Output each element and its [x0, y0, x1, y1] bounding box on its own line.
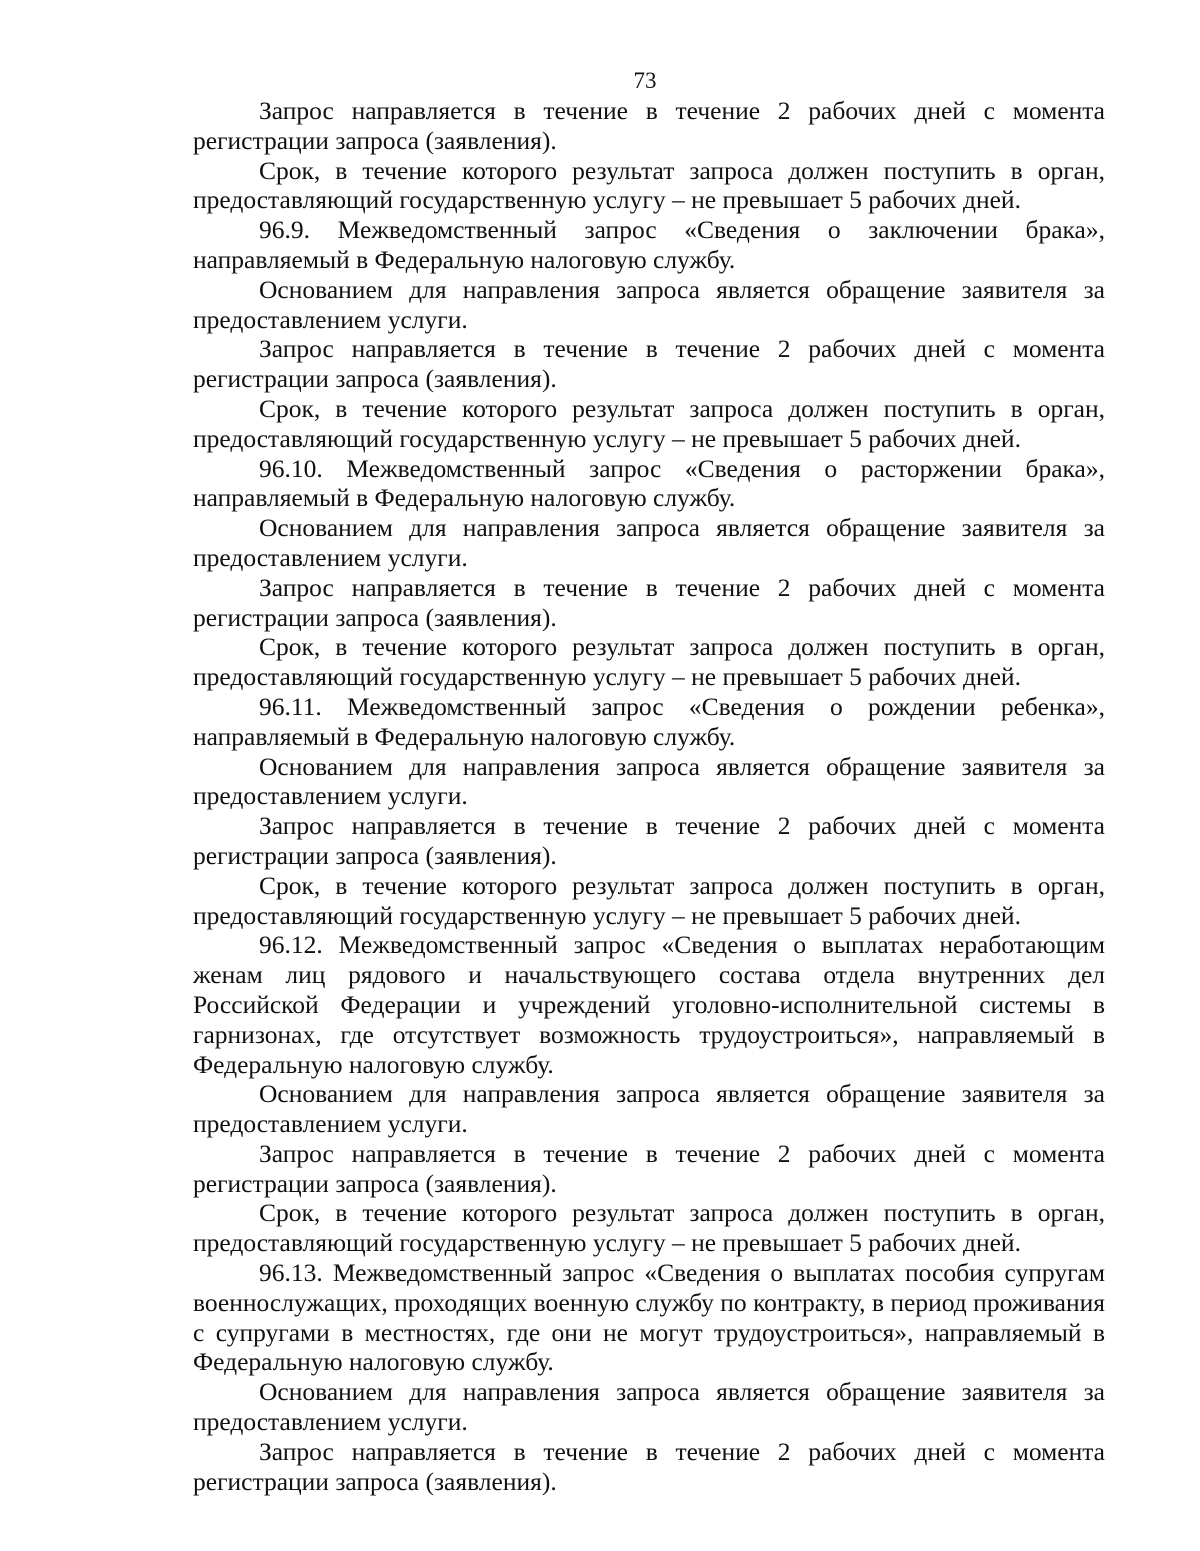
paragraph: Основанием для направления запроса является обращение заявителя за предоставлением услуги. — [193, 513, 1105, 572]
paragraph: Основанием для направления запроса является обращение заявителя за предоставлением услуги. — [193, 1079, 1105, 1139]
document-body — [193, 96, 1105, 1496]
paragraph: Срок, в течение которого результат запроса должен поступить в орган, предоставляющий государственную услугу – не превышает 5 рабочих дней. — [193, 1198, 1105, 1258]
paragraph-section-96-11: 96.11. Межведомственный запрос «Сведения о рождении ребенка», направляемый в Федеральную налоговую службу. — [193, 691, 1105, 751]
paragraph: Основанием для направления запроса является обращение заявителя за предоставлением услуги. — [193, 1377, 1105, 1437]
paragraph: Запрос направляется в течение в течение 2 рабочих дней с момента регистрации запроса (заявления). — [193, 1436, 1105, 1496]
paragraph: Основанием для направления запроса является обращение заявителя за предоставлением услуги. — [193, 274, 1105, 334]
page-number: 73 — [633, 68, 657, 93]
paragraph: Срок, в течение которого результат запроса должен поступить в орган, предоставляющий государственную услугу – не превышает 5 рабочих дней. — [193, 632, 1105, 692]
paragraph: Запрос направляется в течение в течение 2 рабочих дней с момента регистрации запроса (заявления). — [193, 1138, 1105, 1198]
paragraph: Срок, в течение которого результат запроса должен поступить в орган, предоставляющий государственную услугу – не превышает 5 рабочих дней. — [193, 393, 1105, 453]
paragraph: Запрос направляется в течение в течение 2 рабочих дней с момента регистрации запроса (заявления). — [193, 334, 1105, 394]
paragraph: Запрос направляется в течение в течение 2 рабочих дней с момента регистрации запроса (заявления). — [193, 572, 1105, 632]
paragraph-section-96-13: 96.13. Межведомственный запрос «Сведения о выплатах пособия супругам военнослужащих, проходящих военную службу по контракту, в период проживания с супругами в местностях, где они не могут трудоустроиться», направляемый в Федеральную налоговую службу. — [193, 1258, 1105, 1377]
paragraph: Запрос направляется в течение в течение 2 рабочих дней с момента регистрации запроса (заявления). — [193, 96, 1105, 155]
paragraph-section-96-9: 96.9. Межведомственный запрос «Сведения о заключении брака», направляемый в Федеральную налоговую службу. — [193, 215, 1105, 274]
paragraph: Запрос направляется в течение в течение 2 рабочих дней с момента регистрации запроса (заявления). — [193, 811, 1105, 870]
paragraph: Срок, в течение которого результат запроса должен поступить в орган, предоставляющий государственную услугу – не превышает 5 рабочих дней. — [193, 870, 1105, 930]
paragraph-section-96-10: 96.10. Межведомственный запрос «Сведения о расторжении брака», направляемый в Федеральную налоговую службу. — [193, 453, 1105, 513]
paragraph-section-96-12: 96.12. Межведомственный запрос «Сведения о выплатах неработающим женам лиц рядового и начальствующего состава отдела внутренних дел Российской Федерации и учреждений уголовно-исполнительной системы в гарнизонах, где отсутствует возможность трудоустроиться», направляемый в Федеральную налоговую службу. — [193, 930, 1105, 1079]
paragraph: Срок, в течение которого результат запроса должен поступить в орган, предоставляющий государственную услугу – не превышает 5 рабочих дней. — [193, 155, 1105, 215]
paragraph: Основанием для направления запроса является обращение заявителя за предоставлением услуги. — [193, 751, 1105, 811]
